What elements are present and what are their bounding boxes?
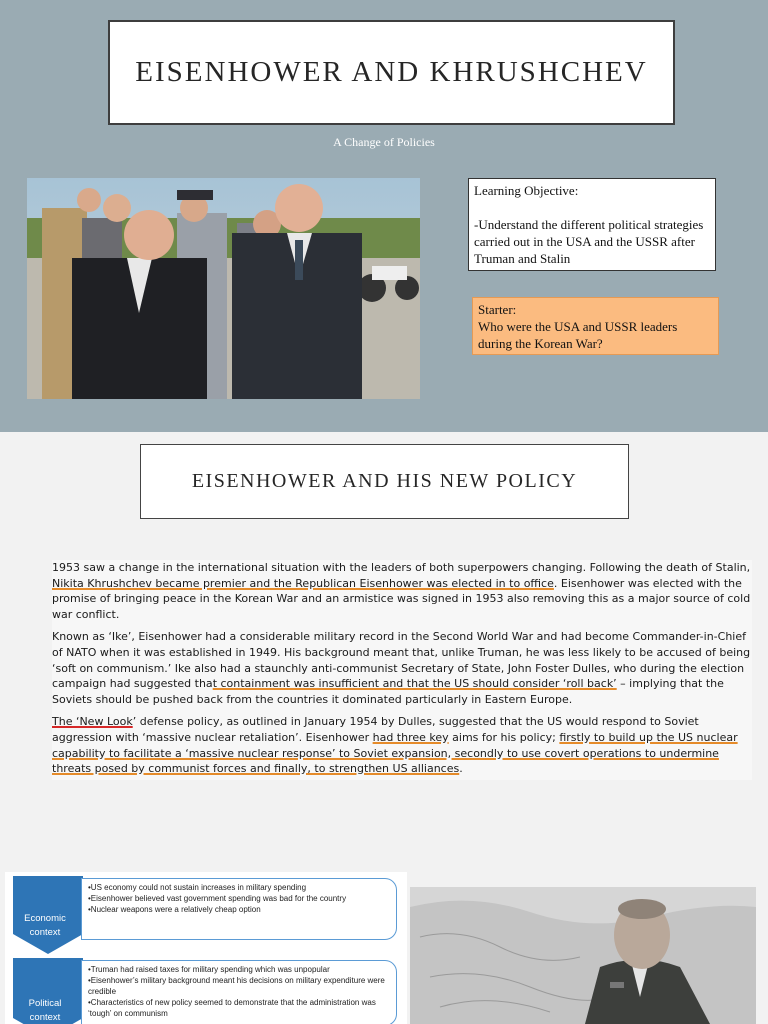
slide-2-title: EISENHOWER AND HIS NEW POLICY <box>191 470 578 492</box>
political-label-line2: context <box>29 1012 61 1023</box>
learning-objective-body: -Understand the different political strategies carried out in the USA and the USSR after Truman and Stalin <box>474 217 704 266</box>
economic-context-label <box>5 912 85 940</box>
paragraph-3-text-a: ’ defense policy, as outlined in January 1954 by Dulles, suggested that the US would respond to Soviet aggression with ‘massive nuclear retaliation’. Eisenhower <box>52 715 699 744</box>
paragraph-1-text-a: 1953 saw a change in the international situation with the leaders of both superpowers changing. Following the death of Stalin, <box>52 561 751 574</box>
political-label-line1: Political <box>28 998 62 1009</box>
economic-label-line2: context <box>29 927 61 938</box>
learning-objective-box <box>468 178 716 271</box>
portrait-illustration <box>410 887 756 1024</box>
political-bullet-1: •Truman had raised taxes for military spending which was unpopular <box>88 965 330 974</box>
slide-1-title: EISENHOWER AND KHRUSHCHEV <box>135 56 648 88</box>
slide-2-title-box <box>140 444 629 519</box>
paragraph-3-text-b: aims for his policy; <box>448 730 560 744</box>
paragraph-3-underlined-aims: firstly to build up the US nuclear capability to facilitate a ‘massive nuclear response’ to Soviet expansion, secondly to use covert operations to undermine threats posed by communist forces and finally, to strengthen US alliances <box>52 730 738 776</box>
photo-illustration <box>27 178 420 399</box>
starter-body: Who were the USA and USSR leaders during the Korean War? <box>478 319 678 351</box>
paragraph-3-underlined-three-key: had three key <box>372 730 449 744</box>
economic-bullet-2: •Eisenhower believed vast government spending was bad for the country <box>88 894 347 903</box>
paragraph-3-underlined-new-look: The ‘New Look <box>52 715 133 729</box>
political-bullets <box>81 960 397 1024</box>
slide-1-title-box <box>108 20 675 125</box>
paragraph-1-underlined: Nikita Khrushchev became premier and the Republican Eisenhower was elected in to office <box>52 576 554 590</box>
context-diagram <box>5 872 407 1024</box>
eisenhower-portrait-photo <box>410 887 756 1024</box>
slide-1 <box>0 0 768 432</box>
paragraph-2-text-b: – implying that the Soviets should be pushed back from the countries it dominated particularly in Eastern Europe. <box>52 677 724 706</box>
economic-bullets <box>81 878 397 940</box>
paragraph-3-text-c: . <box>459 762 463 776</box>
learning-objective-heading: Learning Objective: <box>474 183 579 198</box>
starter-box <box>472 297 719 355</box>
economic-bullet-3: •Nuclear weapons were a relatively cheap option <box>88 905 261 914</box>
paragraph-2-text-a: Known as ‘Ike’, Eisenhower had a considerable military record in the Second World War and had become Commander-in-Chief of NATO when it was established in 1949. His background meant that, unlike Truman, he was less likely to be accused of being ‘soft on communism.’ Ike also had a staunchly anti-communist Secretary of State, John Foster Dulles, who during the election campaign had suggested tha <box>52 630 751 691</box>
political-bullet-3: •Characteristics of new policy seemed to demonstrate that the administration was ‘tough’ on communism <box>88 998 376 1018</box>
paragraph-1 <box>52 560 752 622</box>
slide-2-text-block <box>52 560 752 780</box>
slide-1-subtitle: A Change of Policies <box>333 135 435 149</box>
paragraph-2 <box>52 629 752 707</box>
economic-label-line1: Economic <box>24 913 66 924</box>
political-context-label <box>5 997 85 1024</box>
paragraph-3 <box>52 714 752 776</box>
starter-heading: Starter: <box>478 302 517 317</box>
economic-bullet-1: •US economy could not sustain increases in military spending <box>88 883 307 892</box>
paragraph-2-underlined: t containment was insufficient and that the US should consider ‘roll back’ <box>212 677 617 691</box>
political-bullet-2: •Eisenhower’s military background meant his decisions on military expenditure were credible <box>88 976 385 996</box>
eisenhower-khrushchev-photo <box>27 178 420 399</box>
slide-2 <box>0 432 768 862</box>
paragraph-1-text-b: . Eisenhower was elected with the promise of bringing peace in the Korean War and an armistice was signed in 1953 also removing this as a major source of cold war conflict. <box>52 576 751 621</box>
